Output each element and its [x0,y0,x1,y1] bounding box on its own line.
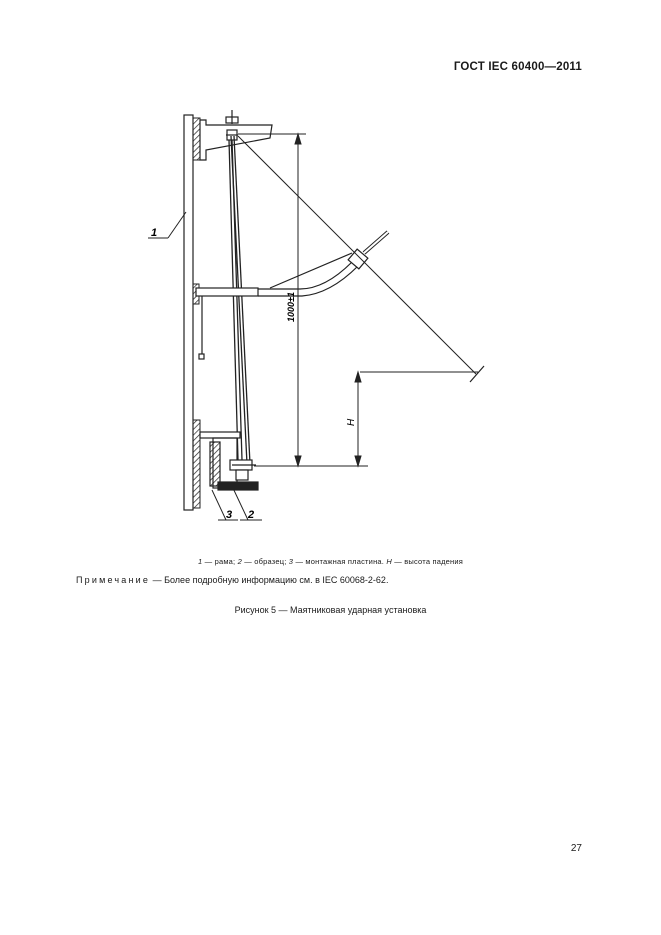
legend-item1-text: — рама; [202,557,238,566]
legend-item3-text: — монтажная пластина. [293,557,387,566]
height-h-label: H [346,418,357,426]
legend-item2-num: 2 [237,557,242,566]
figure-caption: Рисунок 5 — Маятниковая ударная установка [234,605,427,615]
document-header: ГОСТ IEC 60400—2011 [453,61,582,73]
figure-legend [0,557,661,566]
note [76,575,388,585]
dimension-1000-label: 1000±1 [286,292,296,322]
legend-item4-text: — высота падения [391,557,464,566]
legend-item3-num: 3 [288,557,294,566]
note-label: Примечание [76,575,151,585]
legend-item2-text: — образец; [242,557,289,566]
callout-2: 2 [248,509,255,521]
frame [184,115,200,510]
page-number: 27 [570,843,582,854]
note-text: — Более подробную информацию см. в IEC 60068-2-62. [150,575,389,585]
legend-item1-num: 1 [197,557,203,566]
pendulum-rods [229,136,250,464]
legend-item4-sym: H [386,557,392,566]
callout-1: 1 [151,227,158,239]
dimension-lines [238,134,484,466]
callout-3: 3 [226,509,233,521]
top-bracket [200,110,272,160]
